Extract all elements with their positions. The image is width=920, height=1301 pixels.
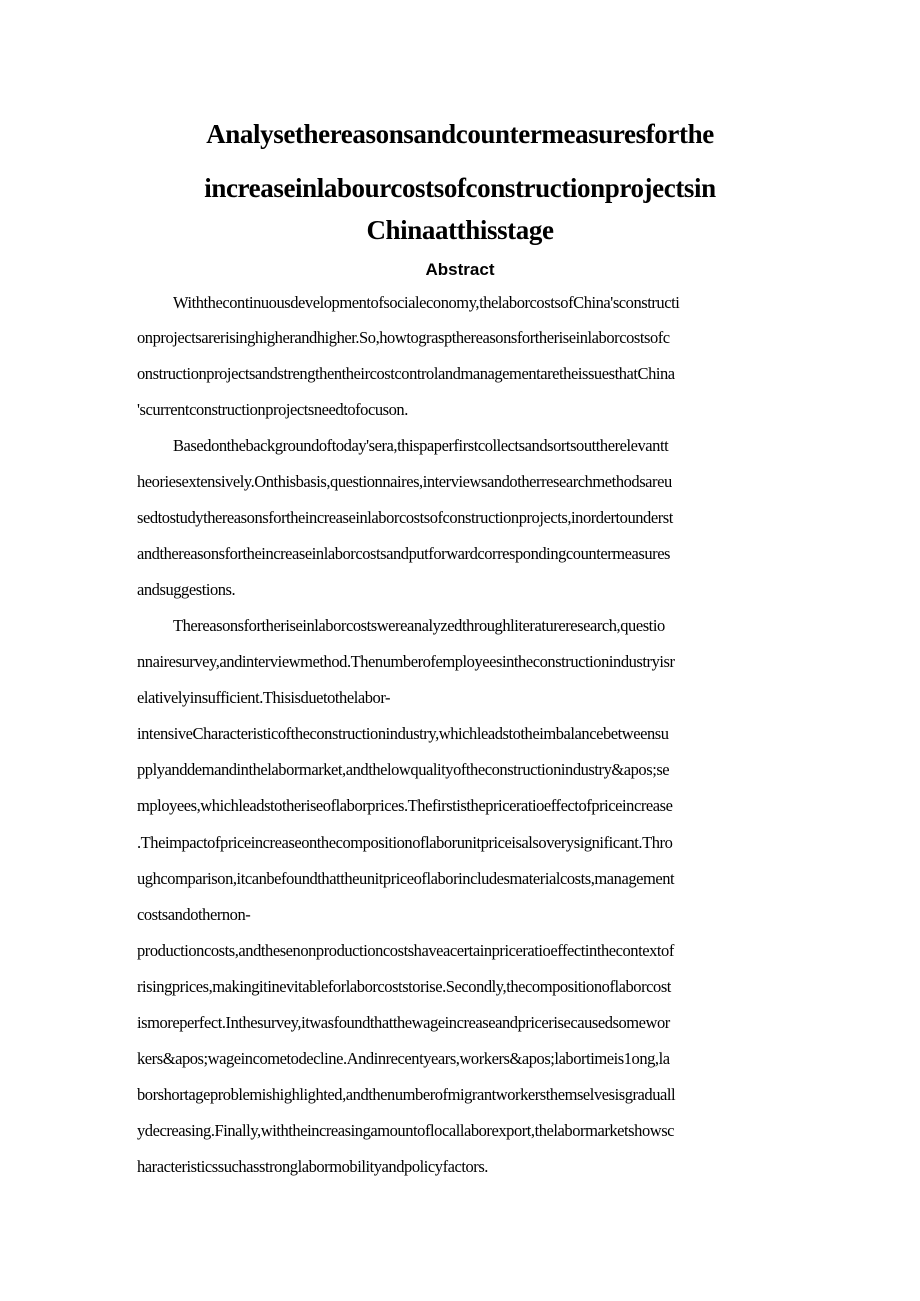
body-line: nnairesurvey,andinterviewmethod.Thenumberofemployeesintheconstructionindustryisr [137, 652, 675, 671]
title-line-3: Chinaatthisstage [366, 215, 554, 245]
body-line: onprojectsarerisinghigherandhigher.So,howtograspthereasonsfortheriseinlaborcostsofc [137, 328, 670, 347]
body-line: Withthecontinuousdevelopmentofsocialeconomy,thelaborcostsofChina'sconstructi [173, 293, 680, 312]
body-line: borshortageproblemishighlighted,andthenumberofmigrantworkersthemselvesisgraduall [137, 1085, 676, 1104]
body-line: heoriesextensively.Onthisbasis,questionnaires,interviewsandotherresearchmethodsareu [137, 472, 672, 491]
body-line: 'scurrentconstructionprojectsneedtofocuson. [137, 400, 408, 419]
abstract-heading: Abstract [425, 260, 495, 279]
body-line: kers&apos;wageincometodecline.Andinrecentyears,workers&apos;labortimeis1ong,la [137, 1049, 670, 1068]
body-line: andsuggestions. [137, 580, 236, 599]
body-line: sedtostudythereasonsfortheincreaseinlaborcostsofconstructionprojects,inordertounderst [137, 508, 673, 527]
body-line: pplyanddemandinthelabormarket,andthelowqualityoftheconstructionindustry&apos;se [137, 760, 670, 779]
body-line: Basedonthebackgroundoftoday'sera,thispaperfirstcollectsandsortsouttherelevantt [173, 436, 669, 455]
body-line: intensiveCharacteristicoftheconstructionindustry,whichleadstotheimbalancebetweensu [137, 724, 669, 743]
body-line: risingprices,makingitinevitableforlaborcoststorise.Secondly,thecompositionoflaborcost [137, 977, 671, 996]
body-line: haracteristicssuchasstronglabormobilityandpolicyfactors. [137, 1157, 488, 1176]
body-line: costsandothernon- [137, 905, 251, 924]
body-line: elativelyinsufficient.Thisisduetothelabor- [137, 688, 391, 707]
body-line: ismoreperfect.Inthesurvey,itwasfoundthatthewageincreaseandpricerisecausedsomewor [137, 1013, 670, 1032]
body-line: andthereasonsfortheincreaseinlaborcostsandputforwardcorrespondingcountermeasures [137, 544, 671, 563]
body-line: mployees,whichleadstotheriseoflaborprices.Thefirstisthepriceratioeffectofpriceincrease [137, 796, 673, 815]
body-line: Thereasonsfortheriseinlaborcostswereanalyzedthroughliteratureresearch,questio [173, 616, 665, 635]
title-line-2: increaseinlabourcostsofconstructionprojectsin [204, 173, 716, 203]
body-line: ughcomparison,itcanbefoundthattheunitpriceoflaborincludesmaterialcosts,management [137, 869, 675, 888]
body-line: .Theimpactofpriceincreaseonthecompositionoflaborunitpriceisalsoverysignificant.Thro [137, 833, 673, 852]
body-line: ydecreasing.Finally,withtheincreasingamountoflocallaborexport,thelabormarketshowsc [137, 1121, 675, 1140]
body-line: onstructionprojectsandstrengthentheircostcontrolandmanagementaretheissuesthatChina [137, 364, 675, 383]
body-line: productioncosts,andthesenonproductioncostshaveacertainpriceratioeffectinthecontextof [137, 941, 674, 960]
title-line-1: Analysethereasonsandcountermeasuresforthe [206, 119, 714, 149]
